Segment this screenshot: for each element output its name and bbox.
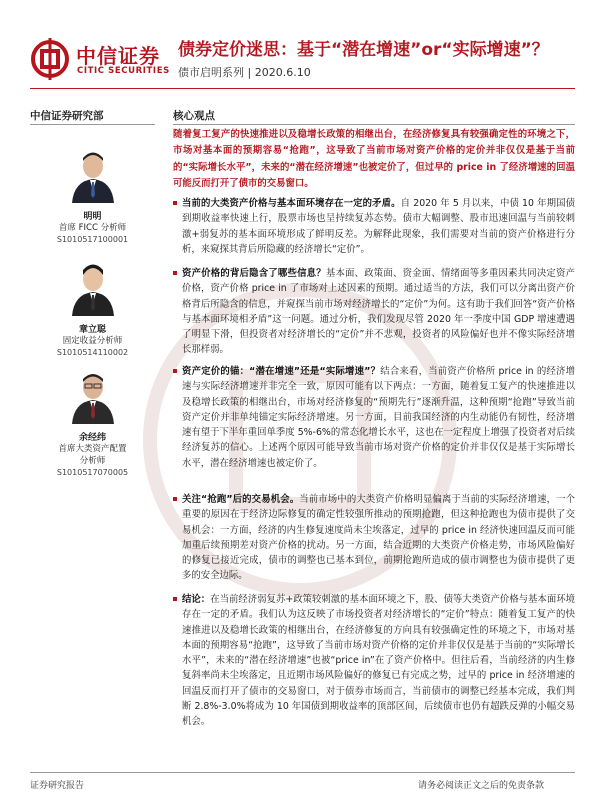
paragraph-body: 自 2020 年 5 月以来，中债 10 年期国债到期收益率快速上行，股票市场也呈持续复苏态势。债市大幅调整、股市迅速回温与当前较刺激+弱复苏的基本面环境形成了鲜明反差。为解释此现象，我们需要对当前的资产价格进行分析，来窥探其背后所隐藏的经济增长“定价”。 (182, 198, 575, 255)
analyst-license: S1010517100001 (56, 235, 129, 244)
paragraph-body: 结合来看，当前资产价格所 price in 的经济增速与实际经济增速并非完全一致，原因可能有以下两点：一方面，随着复工复产的快速推进以及稳增长政策的相继出台，市场对经济修复的“预期先行”逐渐升温，这种预期“抢跑”导致当前资产定价并非单纯锚定实际经济增速。另一方面，目前我国经济的内生动能仍有韧性，经济增速有望于下半年重回单季度 5%-6%的常态化增长水平，这也在一定程度上增强了投资者对后续经济复苏的信心。上述两个原因可能导致当前市场对资产价格的定价并非仅仅是基于实际增长水平，潜在经济增速也被定价了。 (182, 366, 575, 469)
paragraph-lead: 当前的大类资产价格与基本面环境存在一定的矛盾。 (182, 198, 401, 209)
brand-name-cn: 中信证券 (76, 44, 160, 68)
analyst-photo (64, 145, 122, 203)
bullet-square-icon (173, 597, 177, 601)
body-paragraph (173, 364, 575, 471)
analyst-card (30, 145, 155, 246)
footer-left: 证券研究报告 (30, 781, 85, 791)
brand-name-en: CITIC SECURITIES (77, 66, 170, 76)
report-date: 2020.6.10 (254, 66, 311, 79)
analyst-photo (64, 258, 122, 316)
footer-divider (30, 772, 575, 773)
body-paragraph (173, 492, 575, 584)
body-paragraph (173, 592, 575, 730)
paragraph-body: 在当前经济弱复苏+政策较刺激的基本面环境之下，股、债等大类资产价格与基本面环境存在一定的矛盾。我们认为这反映了市场投资者对经济增长的“定价”特点：随着复工复产的快速推进以及稳增长政策的相继出台，在经济修复的方向具有较强确定性的环境之下，市场对基本面的预期容易“抢跑”，这导致了当前市场对资产价格的定价并非仅仅是基于当前的“实际增长水平”，未来的“潜在经济增速”也被“price in”在了资产价格中。但往后看，当前经济的内生修复斜率尚未尘埃落定，且近期市场风险偏好的修复已有完成之势，过早的 price in 经济增速的回温反而打开了债市的交易窗口，对于债券市场而言，当前债市的调整已经基本完成，我们判断 2.8%-3.0%将成为 10 年国债到期收益率的顶部区间，后续债市也仍有超跌反弹的小幅交易机会。 (182, 594, 575, 728)
core-summary: 随着复工复产的快速推进以及稳增长政策的相继出台，在经济修复具有较强确定性的环境之下，市场对基本面的预期容易“抢跑”，这导致了当前市场对资产价格的定价并非仅仅是基于当前的“实际增长水平”，未来的“潜在经济增速”也被定价了，但过早的 price in 了经济增速的回温可能反而打开了债市的交易窗口。 (173, 129, 575, 190)
report-subtitle (178, 64, 311, 80)
analyst-role: 固定收益分析师 (62, 336, 123, 346)
analyst-card (30, 258, 155, 359)
bullet-square-icon (173, 497, 177, 501)
report-title: 债券定价迷思：基于“潜在增速”or“实际增速”？ (178, 40, 549, 60)
analyst-photo (64, 366, 122, 424)
analyst-name: 余经纬 (78, 433, 106, 443)
department-divider (30, 124, 155, 125)
analyst-license: S1010514110002 (56, 348, 129, 357)
series-name: 债市启明系列 (178, 66, 244, 79)
analyst-role: 首席 FICC 分析师 (58, 223, 127, 233)
analyst-role: 首席大类资产配置 分析师 (58, 444, 127, 466)
paragraph-lead: 结论： (182, 594, 211, 605)
analyst-license: S1010517070005 (56, 468, 129, 477)
series-separator: | (244, 66, 255, 79)
paragraph-lead: 关注“抢跑”后的交易机会。 (182, 494, 300, 505)
paragraph-body: 基本面、政策面、资金面、情绪面等多重因素共同决定资产价格，资产价格 price in 了市场对上述因素的预期。通过适当的方法，我们可以分离出资产价格背后所隐含的信息，并窥探当前市场对经济增长的“定价”为何。这有助于我们回答“资产价格与基本面环境相矛盾”这一问题。通过分析，我们发现尽管 2020 年一季度中国 GDP 增速遭遇了明显下滑，但投资者对经济增长的“定价”并不悲观，投资者的风险偏好也并不像实际经济增长那样弱。 (182, 268, 575, 356)
paragraph-body: 当前市场中的大类资产价格明显偏离于当前的实际经济增速，一个重要的原因在于经济边际修复的确定性较强所推动的预期抢跑，但这种抢跑也为债市提供了交易机会：一方面，经济的内生修复速度尚未尘埃落定，过早的 price in 经济快速回温反而可能加重后续预期差对资产价格的扰动。另一方面，结合近期的大类资产价格走势，市场风险偏好的修复已接近完成，债市的调整也已基本到位，前期抢跑所造成的债市调整也为债市提供了更多的安全边际。 (182, 494, 575, 582)
department-title: 中信证券研究部 (30, 110, 104, 122)
body-paragraph (173, 266, 575, 358)
header-divider (30, 88, 575, 89)
footer-disclaimer: 请务必阅读正文之后的免责条款 (418, 781, 545, 791)
core-views-title: 核心观点 (173, 110, 215, 122)
paragraph-lead: 资产定价的锚：“潜在增速”还是“实际增速”？ (182, 366, 381, 377)
body-paragraph (173, 196, 575, 257)
bullet-square-icon (173, 369, 177, 373)
analyst-name: 明明 (83, 212, 102, 222)
bullet-square-icon (173, 271, 177, 275)
paragraph-lead: 资产价格的背后隐含了哪些信息？ (182, 268, 326, 279)
analyst-card (30, 366, 155, 479)
analyst-name: 章立聪 (78, 325, 106, 335)
bullet-square-icon (173, 201, 177, 205)
core-views-divider (173, 124, 575, 125)
